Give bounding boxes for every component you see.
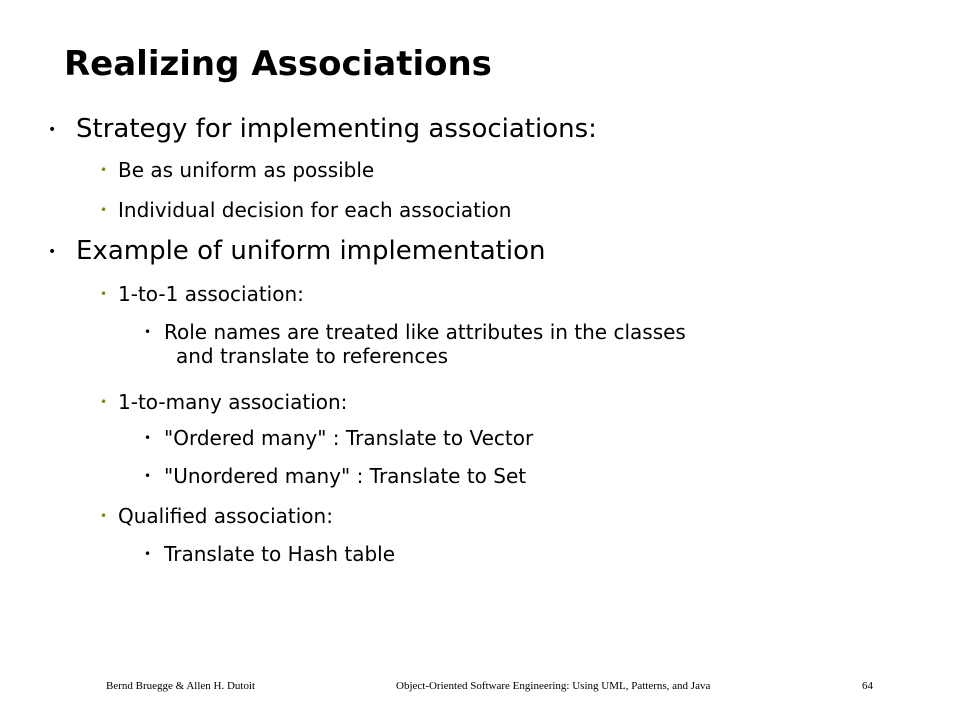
bullet-dot: • [100, 203, 108, 217]
bullet-dot: • [100, 509, 108, 523]
footer-authors: Bernd Bruegge & Allen H. Dutoit [106, 680, 256, 692]
bullet-text: Translate to Hash table [164, 542, 396, 566]
sub-sub-bullet-ordered [144, 426, 534, 450]
sub-bullet-one-to-many [100, 390, 348, 414]
bullet-dot: • [100, 163, 108, 177]
bullet-dot: • [100, 395, 108, 409]
sub-bullet-individual [100, 198, 512, 222]
bullet-dot: • [144, 547, 152, 561]
bullet-dot: • [144, 431, 152, 445]
bullet-text: Role names are treated like attributes in the classes [164, 320, 686, 344]
slide-title: Realizing Associations [64, 44, 492, 84]
sub-sub-bullet-unordered [144, 464, 527, 488]
sub-bullet-uniform [100, 158, 375, 182]
sub-bullet-one-to-one [100, 282, 304, 306]
bullet-strategy [48, 114, 597, 145]
bullet-text: Individual decision for each association [118, 198, 512, 222]
bullet-dot: • [144, 469, 152, 483]
sub-sub-bullet-role-names [144, 320, 686, 368]
bullet-text: Be as uniform as possible [118, 158, 375, 182]
sub-bullet-qualified [100, 504, 333, 528]
bullet-text-continuation: and translate to references [176, 344, 449, 368]
page-number: 64 [862, 680, 873, 692]
bullet-text: Strategy for implementing associations: [76, 114, 597, 144]
bullet-dot: • [144, 325, 152, 339]
bullet-text: 1-to-1 association: [118, 282, 304, 306]
sub-sub-bullet-hash-table [144, 542, 396, 566]
bullet-text: "Ordered many" : Translate to Vector [164, 426, 534, 450]
bullet-text: 1-to-many association: [118, 390, 348, 414]
bullet-text: Qualified association: [118, 504, 333, 528]
footer-book-title: Object-Oriented Software Engineering: Using UML, Patterns, and Java [396, 680, 711, 692]
bullet-text: Example of uniform implementation [76, 236, 546, 266]
bullet-example [48, 236, 546, 267]
bullet-dot: • [100, 287, 108, 301]
bullet-dot: • [48, 244, 57, 260]
bullet-text: "Unordered many" : Translate to Set [164, 464, 527, 488]
bullet-dot: • [48, 122, 57, 138]
